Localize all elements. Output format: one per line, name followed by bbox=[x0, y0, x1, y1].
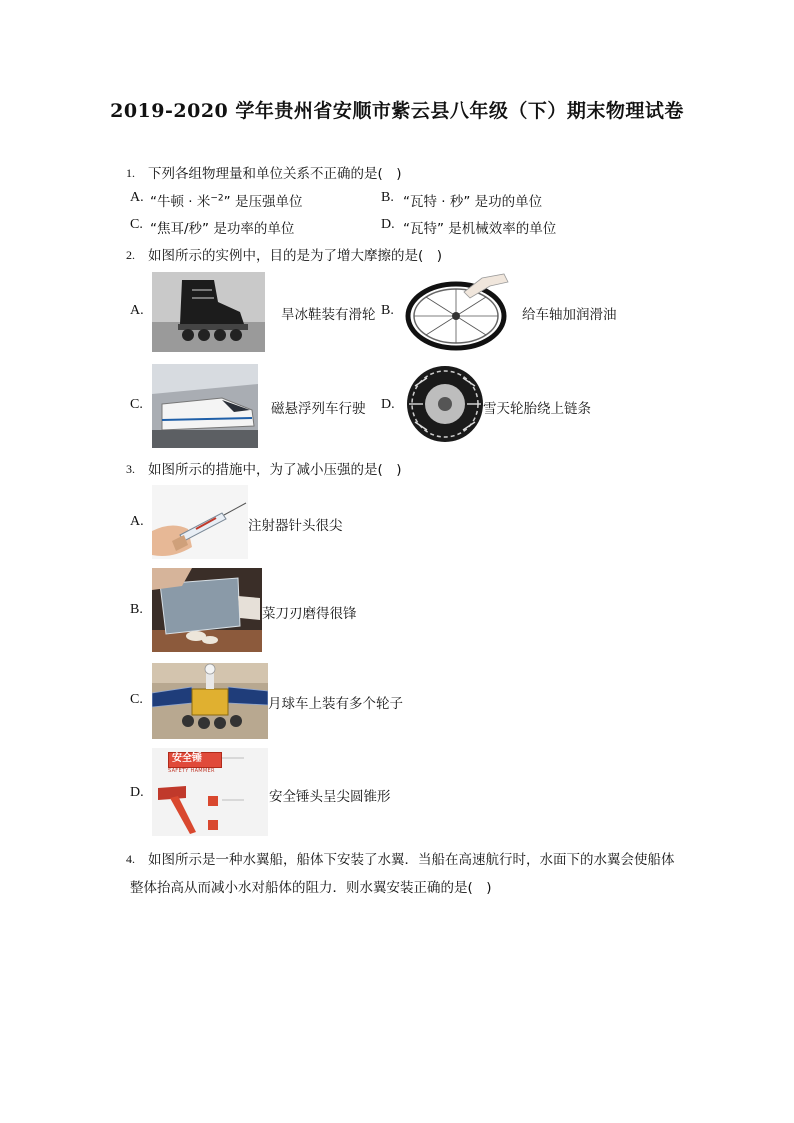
syringe-image bbox=[152, 485, 248, 559]
safety-hammer-image bbox=[152, 748, 268, 836]
page-title: 2019-2020 学年贵州省安顺市紫云县八年级（下）期末物理试卷 bbox=[110, 100, 684, 122]
q2-option-d-text: 雪天轮胎绕上链条 bbox=[483, 401, 591, 417]
q1-option-c-label: C. bbox=[130, 217, 143, 232]
q2-stem: 如图所示的实例中，目的是为了增大摩擦的是( ) bbox=[148, 248, 443, 264]
q3-option-c-text: 月球车上装有多个轮子 bbox=[268, 696, 403, 712]
q3-option-d-label: D. bbox=[130, 785, 144, 800]
q1-option-c-text: “焦耳/秒” 是功率的单位 bbox=[150, 221, 295, 237]
safety-hammer-sign-sub: SAFETY HAMMER bbox=[168, 768, 215, 774]
q2-option-c-label: C. bbox=[130, 397, 143, 412]
q2-number: 2. bbox=[126, 248, 135, 262]
q4-stem-line1: 如图所示是一种水翼船，船体下安装了水翼．当船在高速航行时，水面下的水翼会使船体 bbox=[148, 852, 675, 868]
q1-option-a-label: A. bbox=[130, 190, 144, 205]
q1-option-b-label: B. bbox=[381, 190, 394, 205]
q2-option-a-text: 旱冰鞋装有滑轮 bbox=[281, 307, 376, 323]
q4-number: 4. bbox=[126, 852, 135, 866]
kitchen-knife-image bbox=[152, 568, 262, 652]
q3-option-a-text: 注射器针头很尖 bbox=[248, 518, 343, 534]
q3-option-c-label: C. bbox=[130, 692, 143, 707]
q3-stem: 如图所示的措施中，为了减小压强的是( ) bbox=[148, 462, 402, 478]
q1-option-d-label: D. bbox=[381, 217, 395, 232]
q4-stem-line2: 整体抬高从而减小水对船体的阻力．则水翼安装正确的是( ) bbox=[130, 880, 492, 896]
q2-option-d-label: D. bbox=[381, 397, 395, 412]
snow-chain-tire-image bbox=[405, 364, 485, 444]
q3-option-b-text: 菜刀刃磨得很锋 bbox=[262, 606, 357, 622]
q1-option-d-text: “瓦特” 是机械效率的单位 bbox=[403, 221, 557, 237]
rollerskate-image bbox=[152, 272, 265, 352]
q1-number: 1. bbox=[126, 166, 135, 180]
q3-option-a-label: A. bbox=[130, 514, 144, 529]
q2-option-b-label: B. bbox=[381, 303, 394, 318]
q2-option-b-text: 给车轴加润滑油 bbox=[522, 307, 617, 323]
q2-option-a-label: A. bbox=[130, 303, 144, 318]
maglev-train-image bbox=[152, 364, 258, 448]
q1-option-a-text: “牛顿 · 米$^{-2}$” 是压强单位 bbox=[150, 193, 303, 210]
bicycle-wheel-image bbox=[404, 270, 512, 354]
q1-stem: 下列各组物理量和单位关系不正确的是( ) bbox=[148, 166, 402, 182]
q3-option-d-text: 安全锤头呈尖圆锥形 bbox=[269, 789, 391, 805]
q3-number: 3. bbox=[126, 462, 135, 476]
q3-option-b-label: B. bbox=[130, 602, 143, 617]
lunar-rover-image bbox=[152, 663, 268, 739]
q1-option-b-text: “瓦特 · 秒” 是功的单位 bbox=[403, 194, 543, 210]
q2-option-c-text: 磁悬浮列车行驶 bbox=[271, 401, 366, 417]
safety-hammer-sign-text: 安全锤 bbox=[172, 753, 202, 764]
